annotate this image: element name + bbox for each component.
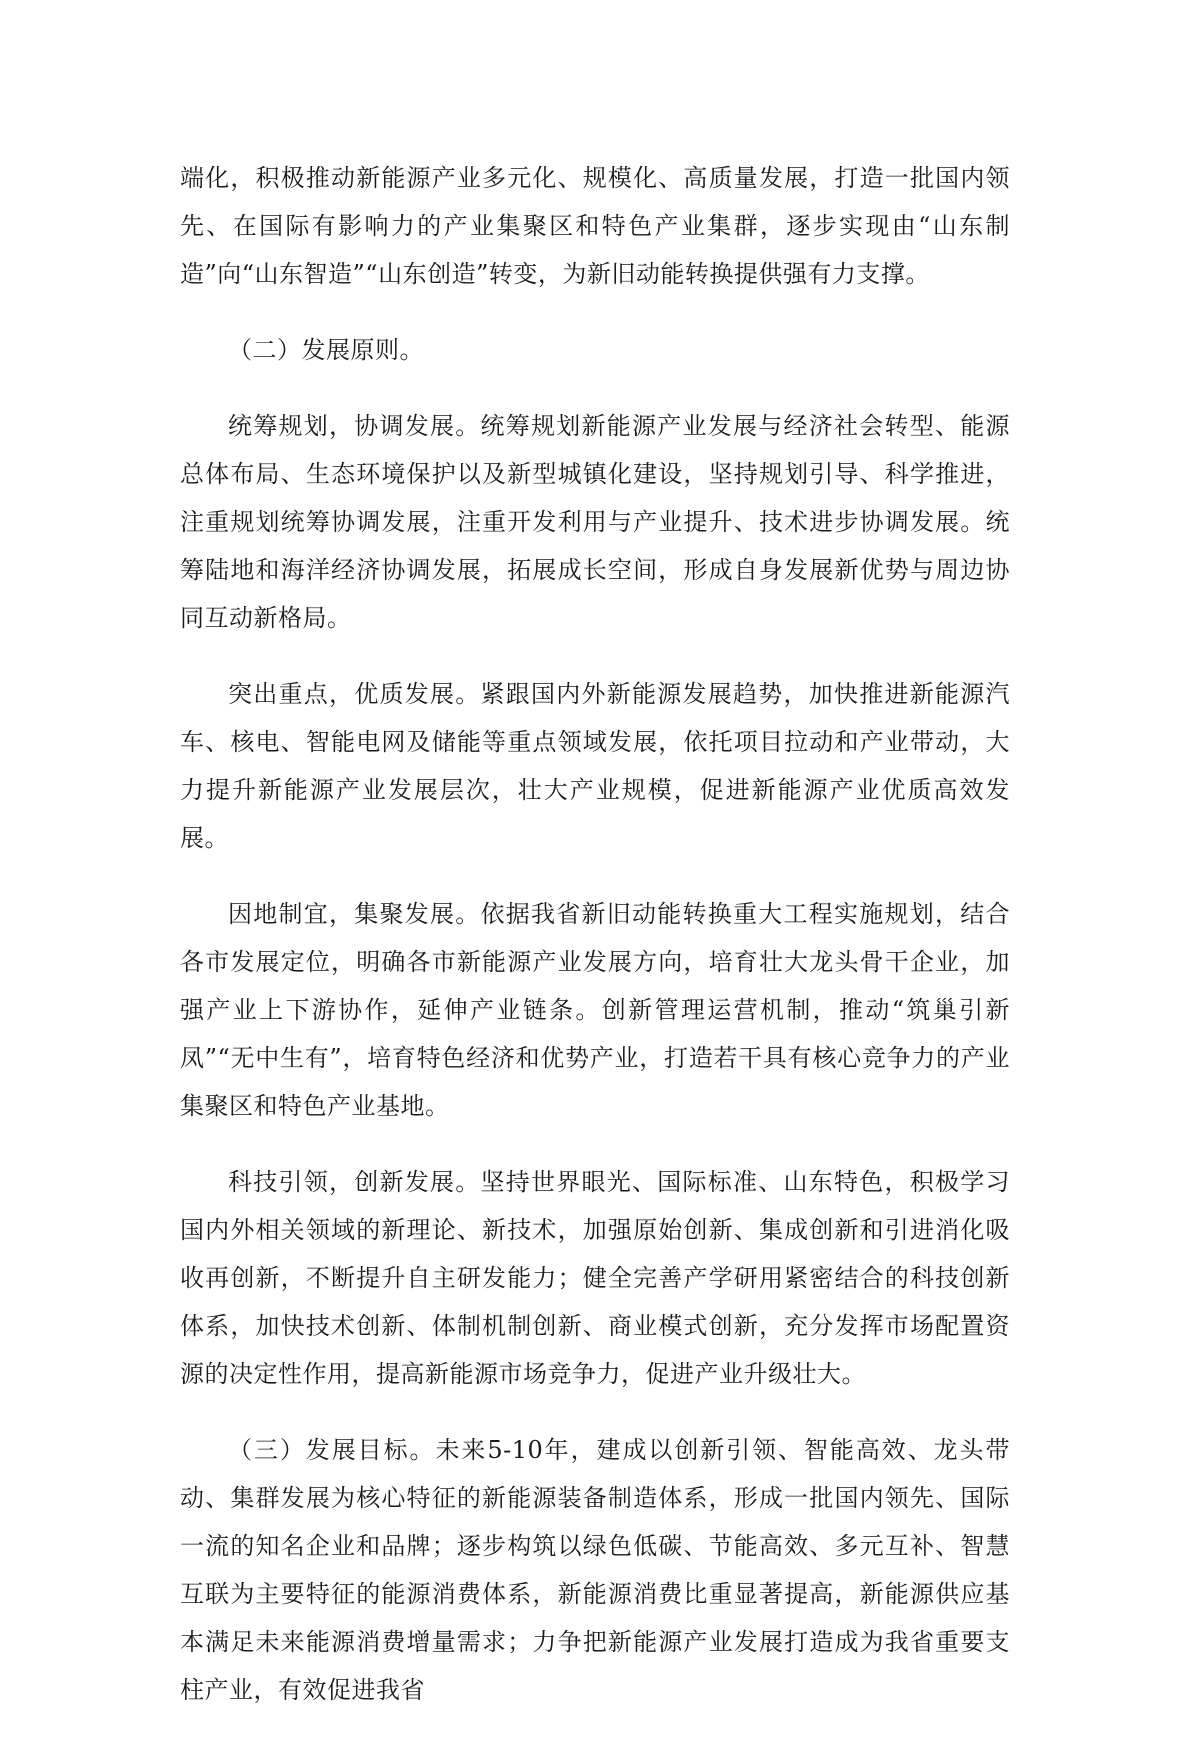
paragraph-innovation: 科技引领，创新发展。坚持世界眼光、国际标准、山东特色，积极学习国内外相关领域的新理论、新技术，加强原始创新、集成创新和引进消化吸收再创新，不断提升自主研发能力；健全完善产学研用紧密结合的科技创新体系，加快技术创新、体制机制创新、商业模式创新，充分发挥市场配置资源的决定性作用，提高新能源市场竞争力，促进产业升级壮大。 (180, 1168, 1010, 1388)
section-heading-principles: （二）发展原则。 (228, 336, 424, 364)
paragraph-key-priorities: 突出重点，优质发展。紧跟国内外新能源发展趋势，加快推进新能源汽车、核电、智能电网及储能等重点领域发展，依托项目拉动和产业带动，大力提升新能源产业发展层次，壮大产业规模，促进新能源产业优质高效发展。 (180, 680, 1010, 852)
paragraph-development-goals: （三）发展目标。未来5-10年，建成以创新引领、智能高效、龙头带动、集群发展为核心特征的新能源装备制造体系，形成一批国内领先、国际一流的知名企业和品牌；逐步构筑以绿色低碳、节能高效、多元互补、智慧互联为主要特征的能源消费体系，新能源消费比重显著提高，新能源供应基本满足未来能源消费增量需求；力争把新能源产业发展打造成为我省重要支柱产业，有效促进我省 (180, 1436, 1010, 1704)
paragraph-continued-intro: 端化，积极推动新能源产业多元化、规模化、高质量发展，打造一批国内领先、在国际有影响力的产业集聚区和特色产业集群，逐步实现由“山东制造”向“山东智造”“山东创造”转变，为新旧动能转换提供强有力支撑。 (180, 164, 1010, 288)
paragraph-local-clustering: 因地制宜，集聚发展。依据我省新旧动能转换重大工程实施规划，结合各市发展定位，明确各市新能源产业发展方向，培育壮大龙头骨干企业，加强产业上下游协作，延伸产业链条。创新管理运营机制，推动“筑巢引新凤”“无中生有”，培育特色经济和优势产业，打造若干具有核心竞争力的产业集聚区和特色产业基地。 (180, 900, 1010, 1120)
paragraph-coordinated-development: 统筹规划，协调发展。统筹规划新能源产业发展与经济社会转型、能源总体布局、生态环境保护以及新型城镇化建设，坚持规划引导、科学推进，注重规划统筹协调发展，注重开发利用与产业提升、技术进步协调发展。统筹陆地和海洋经济协调发展，拓展成长空间，形成自身发展新优势与周边协同互动新格局。 (180, 412, 1010, 632)
document-body (180, 154, 1010, 1742)
